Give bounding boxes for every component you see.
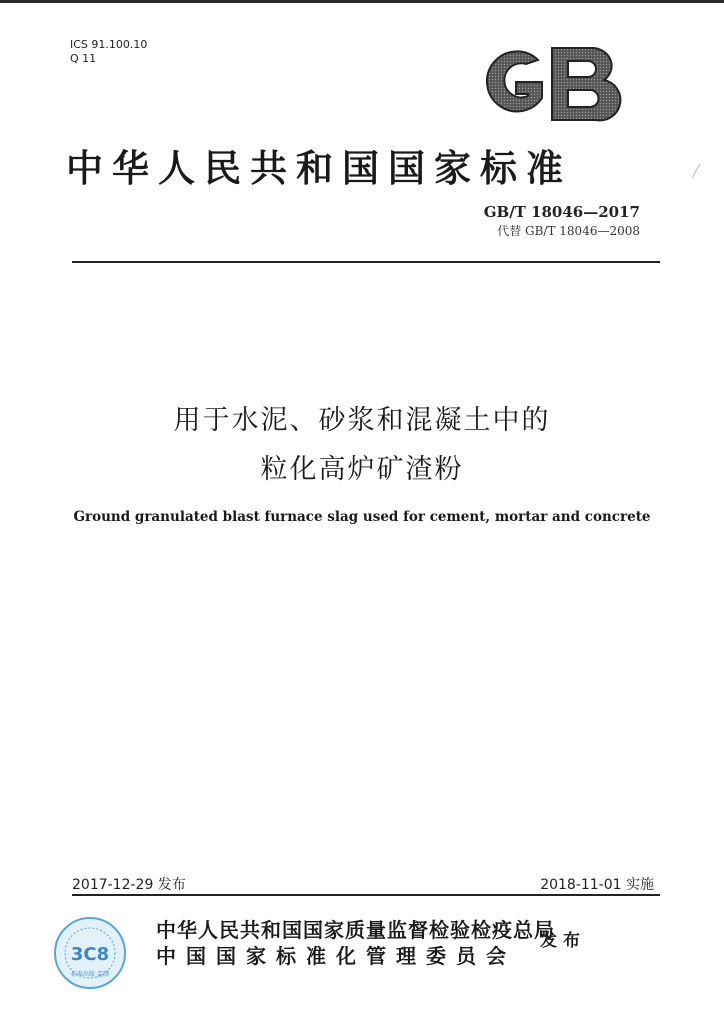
classification-codes [70, 38, 147, 66]
issuer-line2: 中国国家标准化管理委员会 [156, 944, 516, 968]
publish-label: 发布 [540, 931, 586, 951]
implementation-date: 2018-11-01 实施 [540, 877, 654, 893]
issuer-line1: 中华人民共和国国家质量监督检验检疫总局 [156, 918, 555, 942]
replaces-standard: 代替 GB/T 18046—2008 [497, 224, 640, 238]
footer-divider [72, 894, 660, 896]
ccs-code: Q 11 [70, 52, 97, 65]
national-standard-title: 中华人民共和国国家标准 [66, 146, 572, 190]
header-divider [72, 261, 660, 263]
standard-number: GB/T 18046—2017 [483, 203, 640, 221]
seal-caption: 标准出版 监制 [71, 971, 109, 978]
title-english: Ground granulated blast furnace slag used for cement, mortar and concrete [73, 509, 651, 525]
title-chinese-line1: 用于水泥、砂浆和混凝土中的 [173, 405, 551, 436]
issue-date: 2017-12-29 发布 [72, 877, 186, 893]
publisher-seal-icon [53, 916, 127, 990]
scan-mark-icon [690, 162, 702, 180]
scan-edge [0, 0, 724, 3]
seal-text: 3C8 [70, 944, 110, 965]
title-chinese-line2: 粒化高炉矿渣粉 [260, 454, 464, 485]
gb-logo [476, 42, 622, 126]
ics-code: ICS 91.100.10 [70, 38, 148, 51]
